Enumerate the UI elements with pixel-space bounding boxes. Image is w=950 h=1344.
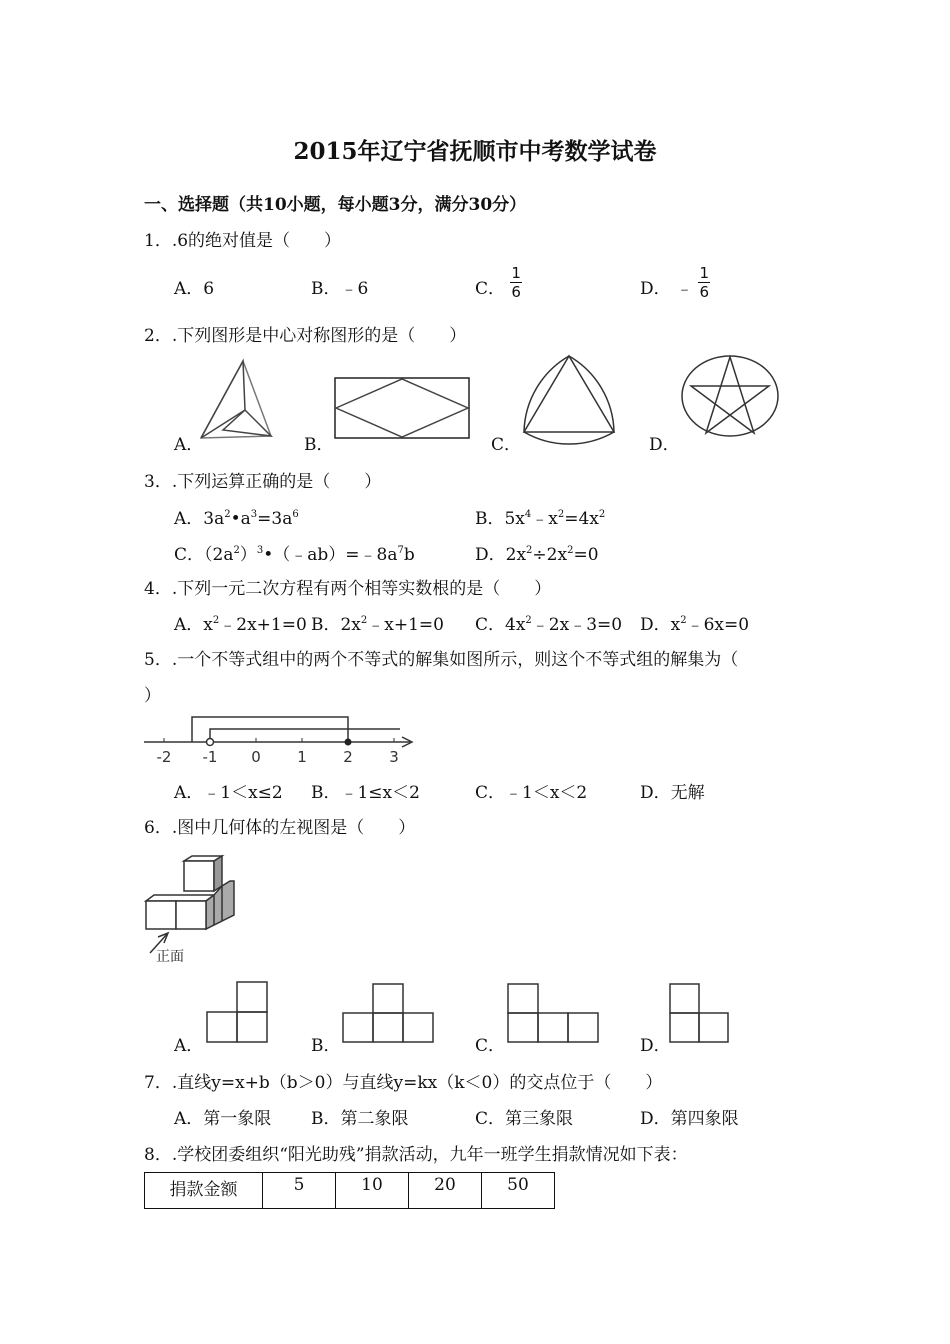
tick-label: 1 (297, 748, 307, 766)
fraction (510, 264, 522, 301)
text: ﹣2x+1=0 (219, 615, 307, 635)
text: •a (230, 509, 251, 529)
question-6-option-b: B． (311, 1036, 341, 1056)
text: •（﹣ab）=﹣8a (263, 545, 398, 565)
fraction (698, 264, 710, 301)
numerator: 1 (699, 264, 709, 282)
exponent: 2 (224, 509, 231, 520)
table-cell: 50 (482, 1173, 555, 1209)
circle-star-figure (678, 352, 782, 438)
text: ﹣2x﹣3=0 (531, 615, 623, 635)
text: A．x (174, 615, 213, 635)
left-view-option-a (204, 980, 270, 1044)
text: A．3a (174, 509, 225, 529)
number-line (140, 712, 420, 768)
three-blade-figure (195, 356, 275, 442)
question-4-stem: 4．.下列一元二次方程有两个相等实数根的是（ ） (144, 579, 552, 599)
tick-label: 2 (343, 748, 353, 766)
question-7-stem: 7．.直线y=x+b（b＞0）与直线y=kx（k＜0）的交点位于（ ） (144, 1073, 663, 1093)
cube-solid-figure (142, 853, 242, 965)
question-7-option-b: B．第二象限 (311, 1109, 409, 1129)
exponent: 2 (567, 545, 574, 556)
exponent: 2 (526, 545, 533, 556)
text: D．x (640, 615, 681, 635)
question-6-option-c: C． (475, 1036, 506, 1056)
question-5-stem-end: ） (144, 686, 161, 706)
donation-table (144, 1172, 555, 1209)
question-1-option-d (640, 264, 710, 301)
table-cell: 20 (409, 1173, 482, 1209)
section-heading: 一、选择题（共10小题，每小题3分，满分30分） (144, 195, 527, 215)
question-4-option-c (475, 610, 622, 635)
question-3-option-c (174, 540, 415, 565)
question-2-option-d: D． (649, 435, 680, 455)
text: D．2x (475, 545, 527, 565)
exponent: 4 (524, 509, 532, 520)
question-5-option-d: D．无解 (640, 783, 705, 803)
rectangle-rhombus-figure (334, 377, 471, 440)
table-row (145, 1173, 555, 1209)
left-view-option-b (340, 982, 438, 1044)
question-7-option-a: A．第一象限 (174, 1109, 272, 1129)
text: C．（2a (174, 545, 234, 565)
question-5-option-c: C．﹣1＜x＜2 (475, 783, 588, 803)
tick-label: 3 (389, 748, 399, 766)
text: ÷2x (532, 545, 568, 565)
option-c-label: C． (475, 279, 506, 299)
question-5-option-a: A．﹣1＜x≤2 (174, 783, 283, 803)
question-3-option-d (475, 540, 599, 565)
question-2-stem: 2．.下列图形是中心对称图形的是（ ） (144, 326, 467, 346)
text: ﹣x+1=0 (367, 615, 444, 635)
text: =0 (573, 545, 599, 565)
text: ） (239, 545, 257, 565)
exponent: 2 (360, 615, 368, 626)
question-2-option-c: C． (491, 435, 522, 455)
text: =3a (257, 509, 293, 529)
text: ﹣6x=0 (686, 615, 750, 635)
question-6-option-d: D． (640, 1036, 671, 1056)
exponent: 2 (598, 509, 606, 520)
denominator: 6 (699, 283, 709, 301)
text: C．4x (475, 615, 526, 635)
left-view-option-d (667, 982, 731, 1044)
tick-label: -2 (156, 748, 172, 766)
question-5-option-b: B．﹣1≤x＜2 (311, 783, 420, 803)
question-2-option-b: B． (304, 435, 334, 455)
exponent: 2 (233, 545, 240, 556)
tick-label: 0 (251, 748, 261, 766)
text: =4x (564, 509, 599, 529)
minus-sign: ﹣ (676, 279, 694, 299)
text: ﹣x (531, 509, 558, 529)
option-d-label: D． (640, 279, 671, 299)
question-1-stem: 1．.6的绝对值是（ ） (144, 231, 342, 251)
question-7-option-d: D．第四象限 (640, 1109, 739, 1129)
question-4-option-b (311, 610, 444, 635)
question-5-stem: 5．.一个不等式组中的两个不等式的解集如图所示，则这个不等式组的解集为（ (144, 650, 739, 670)
numerator: 1 (511, 264, 521, 282)
exponent: 2 (557, 509, 565, 520)
question-6-stem: 6．.图中几何体的左视图是（ ） (144, 818, 416, 838)
question-1-option-c (475, 264, 522, 301)
question-8-stem: 8．.学校团委组织“阳光助残”捐款活动，九年一班学生捐款情况如下表： (144, 1145, 688, 1165)
reuleaux-triangle-figure (518, 352, 622, 442)
exponent: 2 (525, 615, 532, 626)
front-label: 正面 (156, 949, 184, 965)
question-4-option-a (174, 610, 307, 635)
question-2-option-a: A． (174, 435, 204, 455)
question-1-option-b: B．﹣6 (311, 279, 369, 299)
exponent: 7 (397, 545, 404, 556)
tick-label: -1 (202, 748, 218, 766)
table-cell: 5 (263, 1173, 336, 1209)
exponent: 3 (250, 509, 258, 520)
table-cell: 10 (336, 1173, 409, 1209)
exponent: 2 (680, 615, 687, 626)
question-7-option-c: C．第三象限 (475, 1109, 574, 1129)
exponent: 3 (256, 545, 264, 556)
denominator: 6 (511, 283, 521, 301)
exponent: 6 (292, 509, 299, 520)
question-4-option-d (640, 610, 749, 635)
page-title: 2015年辽宁省抚顺市中考数学试卷 (293, 138, 657, 165)
question-6-option-a: A． (174, 1036, 204, 1056)
table-cell: 捐款金额 (145, 1173, 263, 1209)
text: B．5x (475, 509, 525, 529)
exponent: 2 (212, 615, 220, 626)
question-3-stem: 3．.下列运算正确的是（ ） (144, 472, 382, 492)
question-3-option-b (475, 504, 605, 529)
question-1-option-a: A．6 (174, 279, 215, 299)
question-3-option-a (174, 504, 299, 529)
text: B．2x (311, 615, 361, 635)
left-view-option-c (505, 982, 603, 1044)
text: b (403, 545, 415, 565)
